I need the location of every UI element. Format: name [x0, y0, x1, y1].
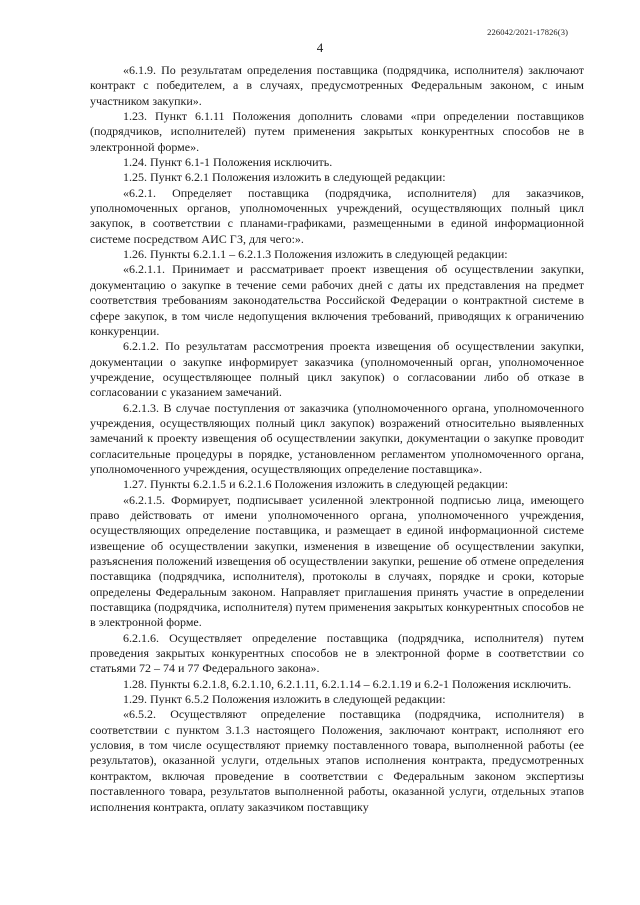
- paragraph: «6.1.9. По результатам определения поставщика (подрядчика, исполнителя) заключают контракт с победителем, а в случаях, предусмотренных Федеральным законом, с иным участником закупки».: [90, 63, 584, 108]
- document-id: 226042/2021-17826(3): [487, 27, 568, 37]
- paragraph: 1.26. Пункты 6.2.1.1 – 6.2.1.3 Положения изложить в следующей редакции:: [123, 247, 508, 262]
- paragraph: 6.2.1.3. В случае поступления от заказчика (уполномоченного органа, уполномоченного учреждения, осуществляющих полный цикл закупок) возражений относительно выявленных замечаний к проекту извещения об осуществлении закупки, документации о закупке проводит согласительные процедуры в порядке, установленном регламентом уполномоченного органа, уполномоченного учреждения, осуществляющих определение поставщика».: [90, 400, 584, 476]
- paragraph: 1.28. Пункты 6.2.1.8, 6.2.1.10, 6.2.1.11, 6.2.1.14 – 6.2.1.19 и 6.2-1 Положения исключить.: [123, 676, 572, 691]
- paragraph: 6.2.1.2. По результатам рассмотрения проекта извещения об осуществлении закупки, документации о закупке информирует заказчика (уполномоченный орган, уполномоченное учреждение, осуществляющее полный цикл закупок) о согласовании либо об отказе в согласовании с указанием замечаний.: [90, 339, 584, 400]
- paragraph: 6.2.1.6. Осуществляет определение поставщика (подрядчика, исполнителя) путем проведения закрытых конкурентных способов не в электронной форме в соответствии со статьями 72 – 74 и 77 Федерального закона».: [90, 630, 584, 676]
- paragraph: 1.23. Пункт 6.1.11 Положения дополнить словами «при определении поставщиков (подрядчиков, исполнителей) путем применения закрытых конкурентных способов не в электронной форме».: [90, 109, 584, 154]
- paragraph: 1.24. Пункт 6.1-1 Положения исключить.: [123, 155, 333, 170]
- paragraph: 1.25. Пункт 6.2.1 Положения изложить в следующей редакции:: [123, 170, 446, 185]
- page-number: 4: [316, 40, 324, 55]
- paragraph: 1.29. Пункт 6.5.2 Положения изложить в следующей редакции:: [123, 692, 446, 707]
- paragraph: «6.2.1.1. Принимает и рассматривает проект извещения об осуществлении закупки, документацию о закупке в течение семи рабочих дней с даты их представления на предмет соответствия требованиям законодательства Российской Федерации о контрактной системе в сфере закупок, в том числе недопущения включения требований, приводящих к ограничению конкуренции.: [90, 262, 584, 338]
- document-body: [90, 63, 584, 815]
- paragraph: «6.5.2. Осуществляют определение поставщика (подрядчика, исполнителя) в соответствии с пунктом 3.1.3 настоящего Положения, заключают контракт, исполняют его условия, в том числе осуществляют приемку поставленного товара, выполненной работы (ее результатов), оказанной услуги, отдельных этапов исполнения контракта, предусмотренных контрактом, включая проведение в соответствии с Федеральным законом экспертизы поставленного товара, результатов выполненной работы, оказанной услуги, отдельных этапов исполнения контракта, оплату заказчиком поставщику: [90, 707, 584, 814]
- paragraph: 1.27. Пункты 6.2.1.5 и 6.2.1.6 Положения изложить в следующей редакции:: [123, 477, 509, 492]
- paragraph: «6.2.1.5. Формирует, подписывает усиленной электронной подписью лица, имеющего право действовать от имени уполномоченного органа, уполномоченного учреждения, осуществляющих определение поставщика, и размещает в единой информационной системе извещение об осуществлении закупки, изменения в извещение об осуществлении закупки, разъяснения положений извещения об осуществлении закупки, решение об отмене определения поставщика (подрядчика, исполнителя), протоколы в случаях, порядке и сроки, которые определены Федеральным законом. Направляет приглашения принять участие в определении поставщика (подрядчика, исполнителя) путем применения закрытых конкурентных способов не в электронной форме.: [90, 492, 584, 630]
- paragraph: «6.2.1. Определяет поставщика (подрядчика, исполнителя) для заказчиков, уполномоченных органов, уполномоченных учреждений, осуществляющих полный цикл закупок, в соответствии с планами-графиками, размещенными в единой информационной системе посредством АИС ГЗ, для чего:».: [90, 185, 584, 246]
